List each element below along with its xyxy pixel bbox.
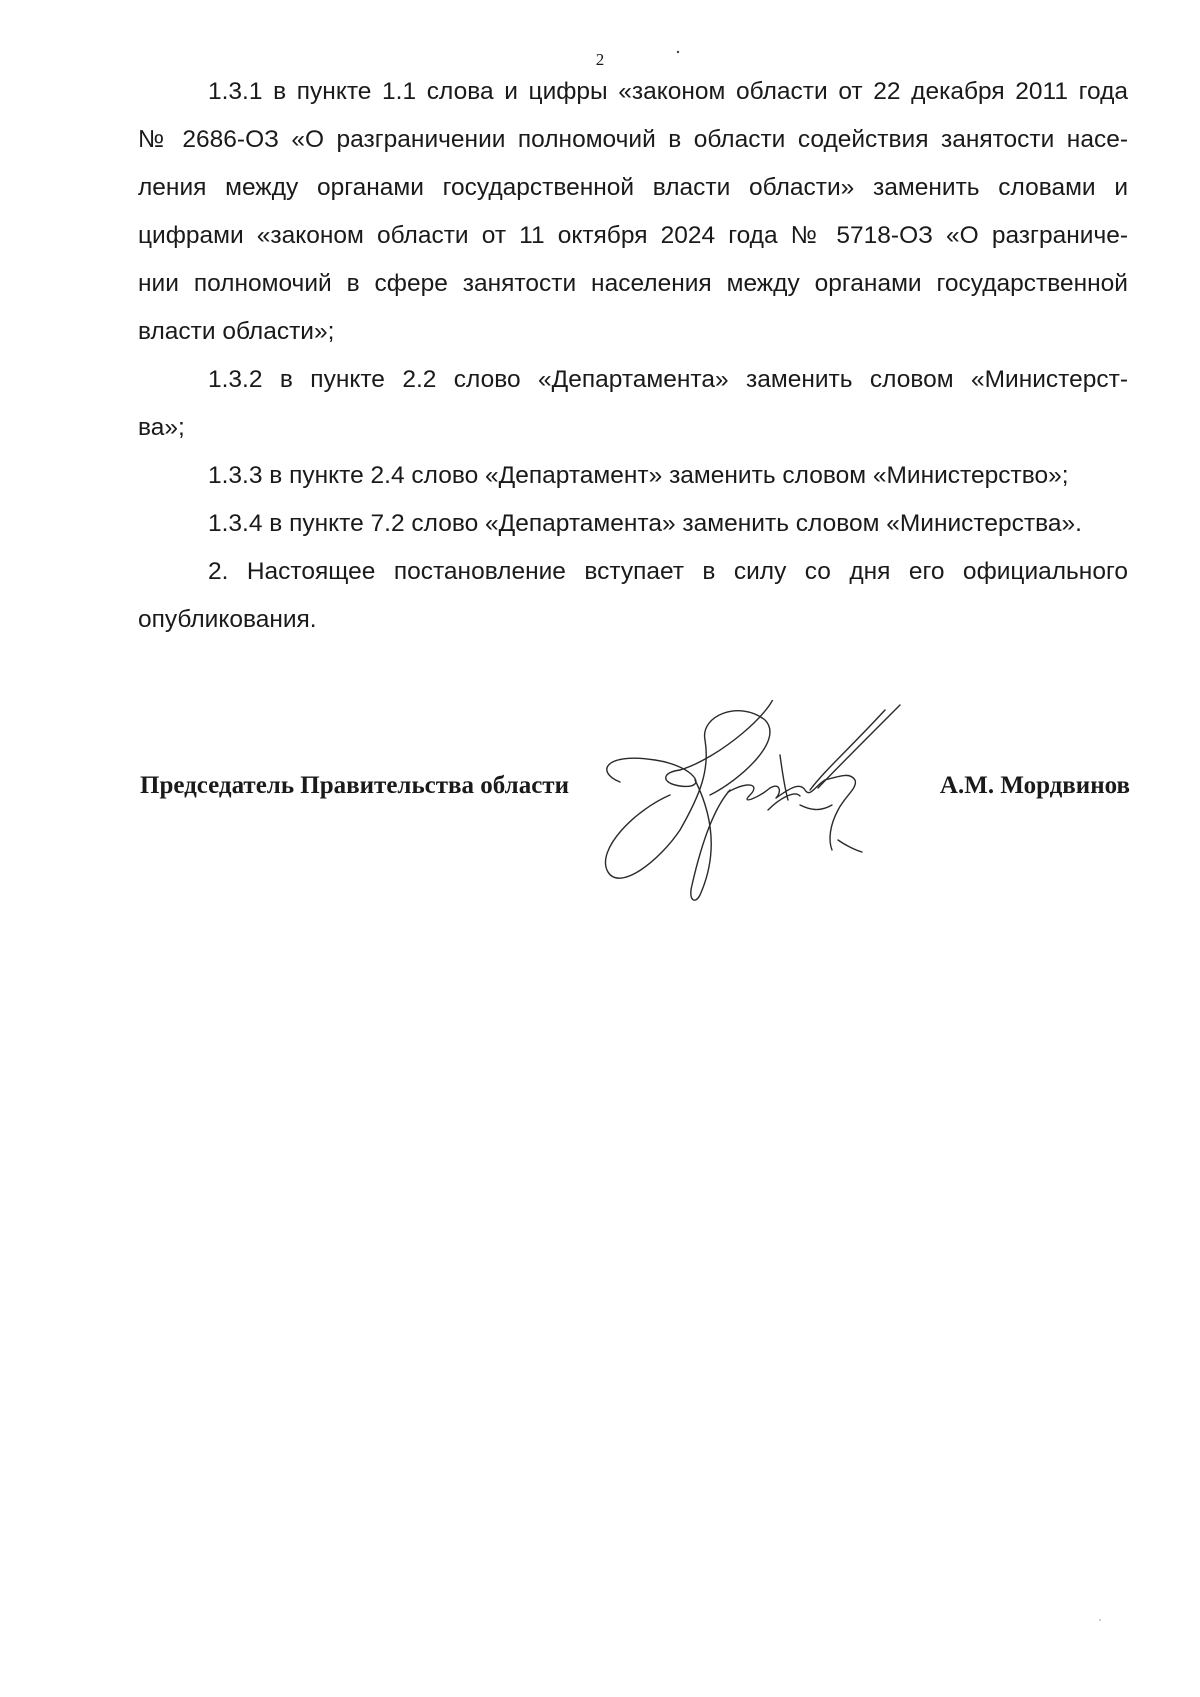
paragraph-1-3-4 bbox=[138, 500, 1128, 548]
paragraph-line: нии полномочий в сфере занятости населения между органами государственной bbox=[138, 270, 1128, 297]
paragraph-1-3-1 bbox=[138, 68, 1128, 356]
paragraph-line: № 2686-ОЗ «О разграничении полномочий в области содействия занятости насе- bbox=[138, 126, 1128, 153]
paragraph-line: ва»; bbox=[138, 414, 185, 441]
paragraph-line: 1.3.3 в пункте 2.4 слово «Департамент» заменить словом «Министерство»; bbox=[208, 462, 1069, 489]
page-number: 2 bbox=[595, 50, 605, 69]
paragraph-line: 1.3.4 в пункте 7.2 слово «Департамента» заменить словом «Министерства». bbox=[208, 510, 1082, 537]
signatory-position: Председатель Правительства области bbox=[140, 772, 569, 799]
paragraph-2 bbox=[138, 548, 1128, 644]
paragraph-line: 1.3.1 в пункте 1.1 слова и цифры «законом области от 22 декабря 2011 года bbox=[208, 78, 1128, 105]
paragraph-line: 1.3.2 в пункте 2.2 слово «Департамента» заменить словом «Министерст- bbox=[208, 366, 1128, 393]
paragraph-line: опубликования. bbox=[138, 606, 317, 633]
document-body bbox=[138, 68, 1128, 644]
handwritten-signature bbox=[600, 700, 930, 910]
signatory-name: А.М. Мордвинов bbox=[939, 772, 1130, 799]
paragraph-line: власти области»; bbox=[138, 318, 335, 345]
paragraph-line: 2. Настоящее постановление вступает в силу со дня его официального bbox=[208, 558, 1128, 585]
paragraph-1-3-2 bbox=[138, 356, 1128, 452]
paragraph-1-3-3 bbox=[138, 452, 1128, 500]
paragraph-line: ления между органами государственной власти области» заменить словами и bbox=[138, 174, 1128, 201]
paragraph-line: цифрами «законом области от 11 октября 2024 года № 5718-ОЗ «О разграниче- bbox=[138, 222, 1128, 249]
